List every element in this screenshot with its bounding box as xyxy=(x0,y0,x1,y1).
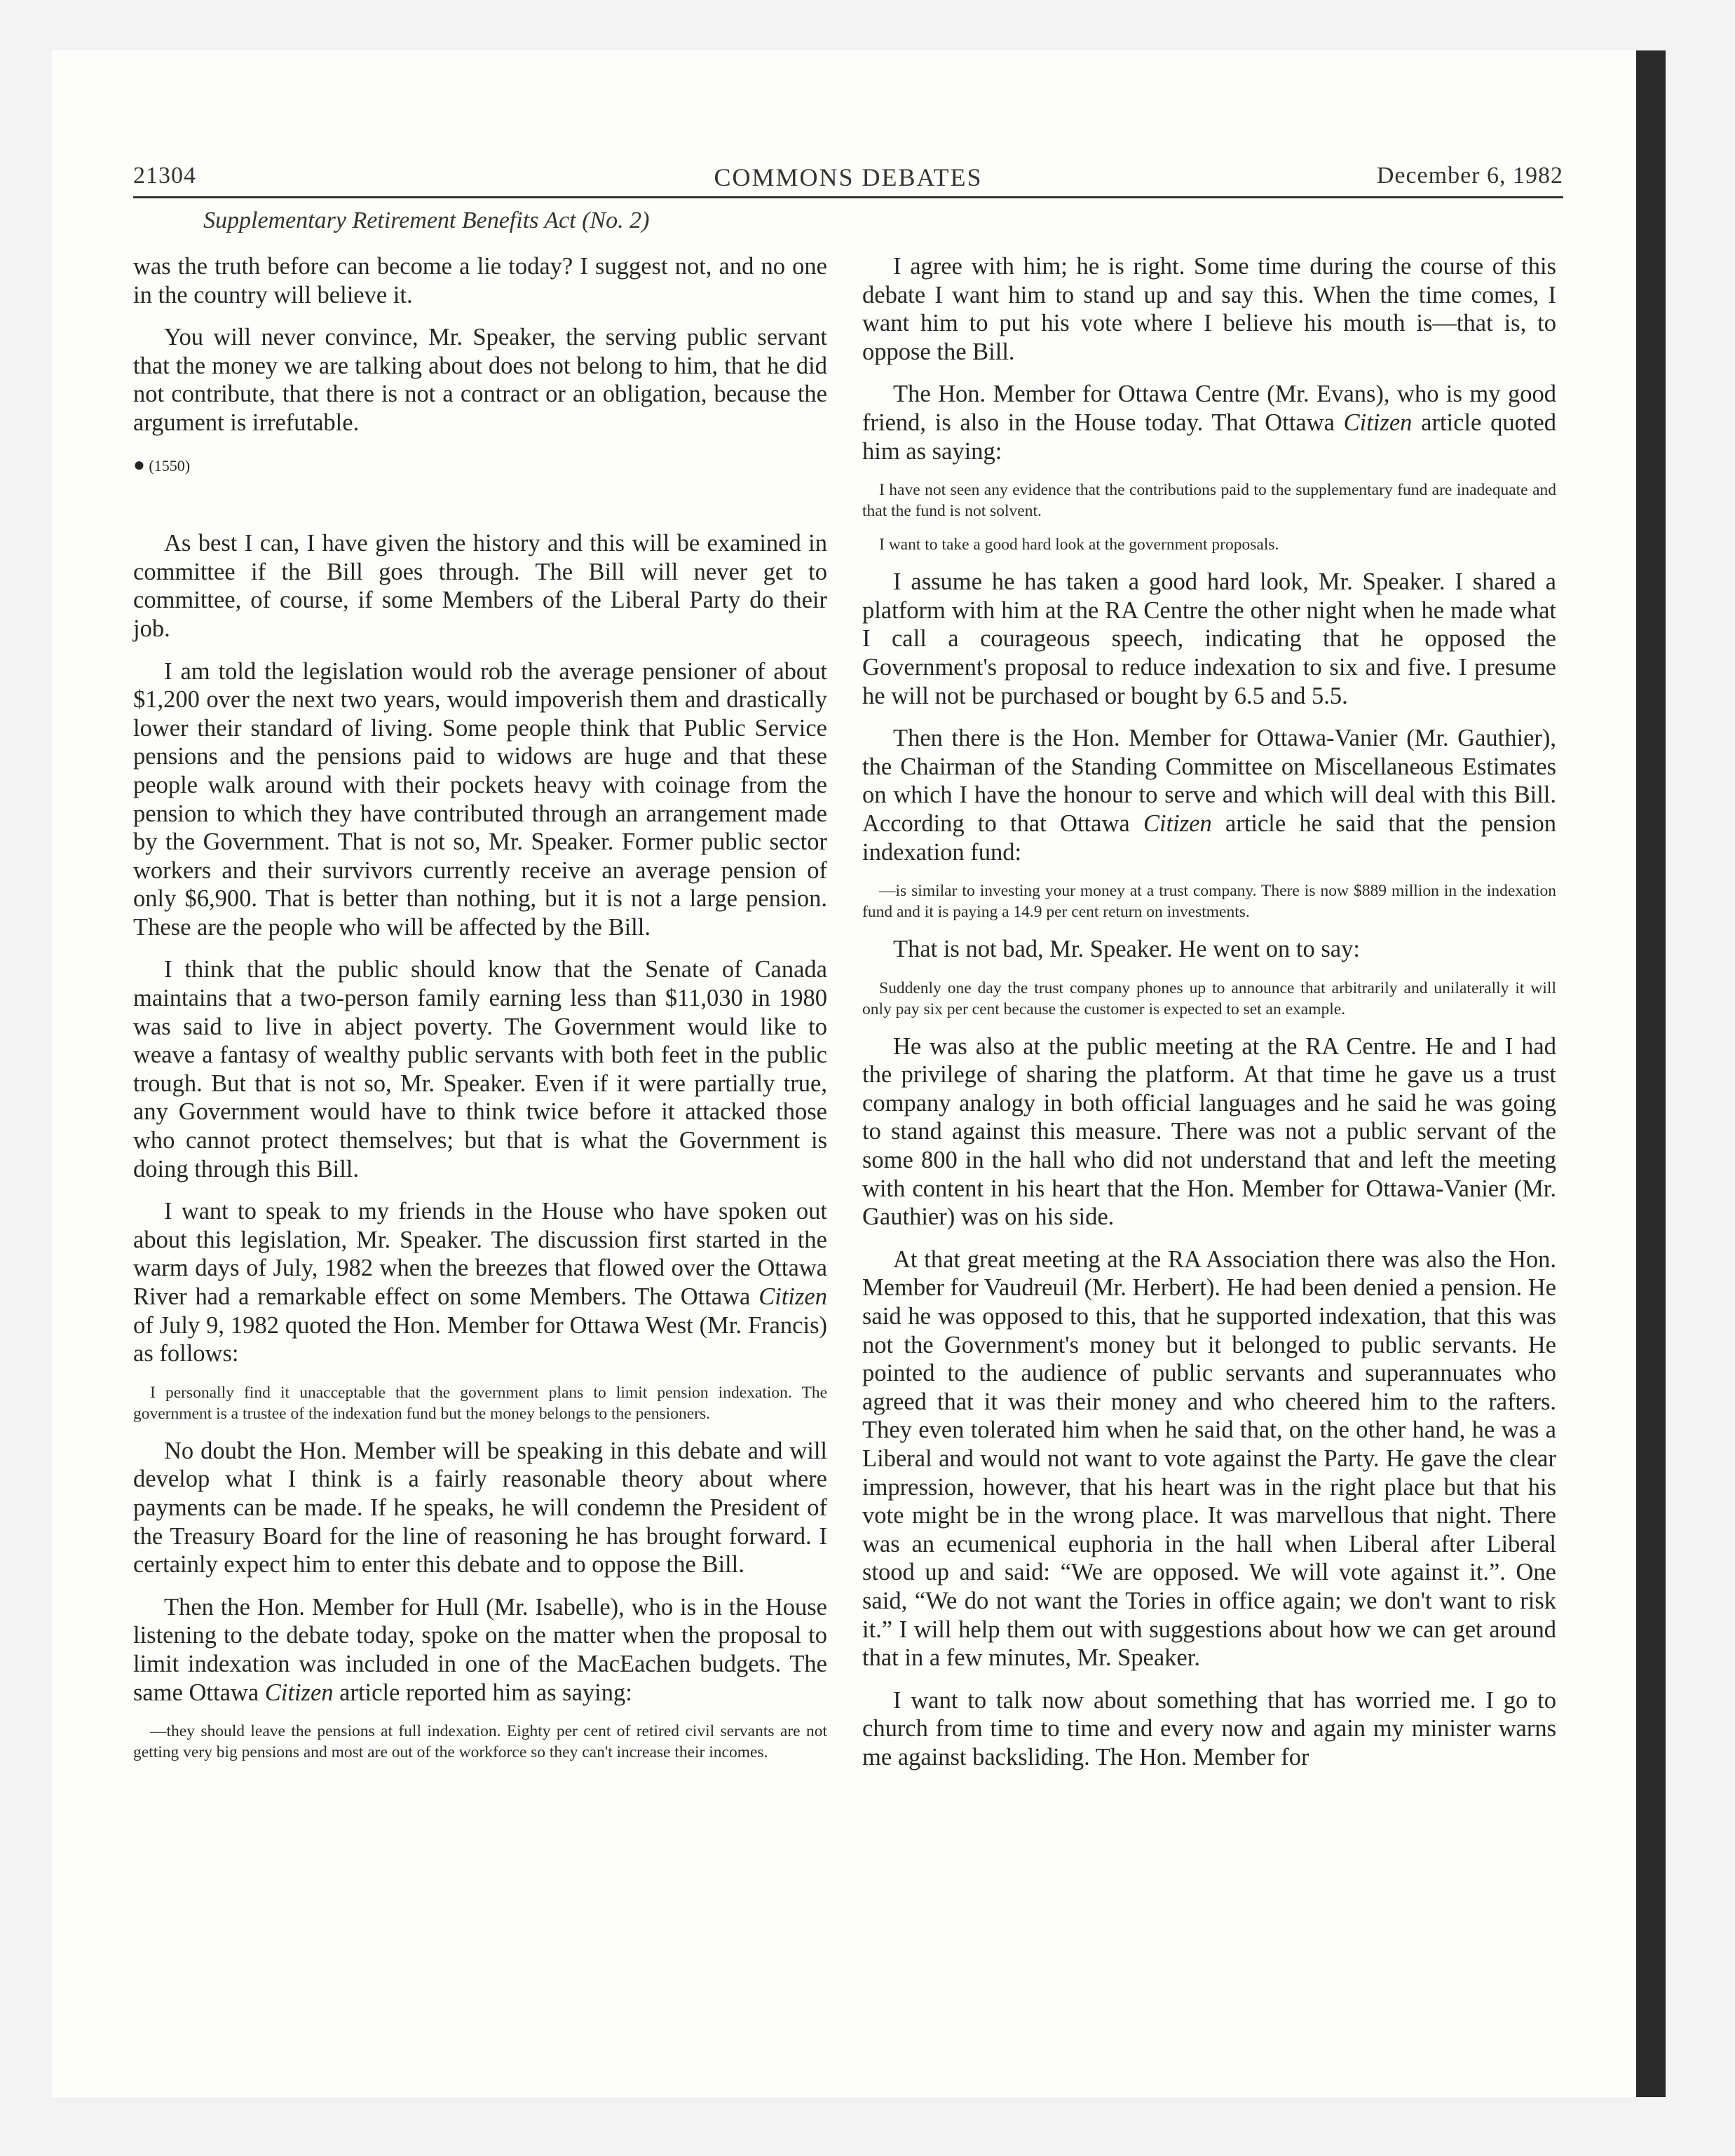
paragraph xyxy=(133,1593,827,1707)
text-run: Then there is the Hon. Member for Ottawa-Vanier (Mr. Gauthier), the Chairman of the Standing Committee on Miscellaneous Estimates on which I have the honour to serve and which will deal with this Bill. According to that Ottawa xyxy=(862,725,1556,837)
text-run: I want to speak to my friends in the House who have spoken out about this legislation, Mr. Speaker. The discussion first started in the warm days of July, 1982 when the breezes that flowed over the Ottawa River had a remarkable effect on some Members. The Ottawa xyxy=(133,1198,827,1310)
block-quote: —they should leave the pensions at full indexation. Eighty per cent of retired civil servants are not getting very big pensions and most are out of the workforce so they can't increase their incomes. xyxy=(133,1722,827,1762)
text-run: article reported him as saying: xyxy=(333,1679,632,1706)
paragraph: I am told the legislation would rob the average pensioner of about $1,200 over the next two years, would impoverish them and drastically lower their standard of living. Some people think that Public Service pensions and the pensions paid to widows are huge and that these people walk around with their pockets heavy with coinage from the pension to which they have contributed through an arrangement made by the Government. That is not so, Mr. Speaker. Former public sector workers and their survivors currently receive an average pension of only $6,900. That is better than nothing, but it is not a large pension. These are the people who will be affected by the Bill. xyxy=(133,657,827,941)
paragraph: That is not bad, Mr. Speaker. He went on to say: xyxy=(893,936,1360,963)
block-quote: I personally find it unacceptable that the government plans to limit pension indexation. The government is a trustee of the indexation fund but the money belongs to the pensioners. xyxy=(133,1383,827,1423)
paragraph xyxy=(862,724,1556,866)
paragraph: No doubt the Hon. Member will be speaking in this debate and will develop what I think is a fairly reasonable theory about where payments can be made. If he speaks, he will condemn the President of the Treasury Board for the line of reasoning he has brought forward. I certainly expect him to enter this debate and to oppose the Bill. xyxy=(133,1437,827,1578)
header-rule xyxy=(133,196,1563,198)
block-quote: —is similar to investing your money at a trust company. There is now $889 million in the indexation fund and it is paying a 14.9 per cent return on investments. xyxy=(862,882,1556,922)
paragraph: I want to talk now about something that has worried me. I go to church from time to time and every now and again my minister warns me against backsliding. The Hon. Member for xyxy=(862,1686,1556,1770)
newspaper-name: Citizen xyxy=(1143,810,1212,837)
publication-title: COMMONS DEBATES xyxy=(714,163,983,191)
block-quote: I want to take a good hard look at the government proposals. xyxy=(879,535,1279,554)
left-column xyxy=(133,252,827,1775)
paragraph: I assume he has taken a good hard look, Mr. Speaker. I shared a platform with him at the RA Centre the other night when he made what I call a courageous speech, indicating that he opposed the Government's proposal to reduce indexation to six and five. I presume he will not be purchased or bought by 6.5 and 5.5. xyxy=(862,568,1556,709)
block-quote: I have not seen any evidence that the contributions paid to the supplementary fund are inadequate and that the fund is not solvent. xyxy=(862,481,1556,521)
block-quote: Suddenly one day the trust company phones up to announce that arbitrarily and unilaterally it will only pay six per cent because the customer is expected to set an example. xyxy=(862,978,1556,1018)
running-header xyxy=(133,160,1563,196)
newspaper-name: Citizen xyxy=(1343,409,1413,436)
text-run: article he said that the pension indexation fund: xyxy=(862,810,1556,866)
time-marker-label: (1550) xyxy=(149,456,191,475)
paragraph: At that great meeting at the RA Association there was also the Hon. Member for Vaudreuil (Mr. Herbert). He had been denied a pension. He said he was opposed to this, that he supported indexation, that this was not the Government's money but it belonged to public servants. He pointed to the audience of public servants and superannuates who agreed that it was their money and who cheered him to the rafters. They even tolerated him when he said that, on the other hand, he was a Liberal and would not want to vote against the Party. He gave the clear impression, however, that his heart was in the right place but that his vote might be in the wrong place. It was marvellous that night. There was an ecumenical euphoria in the hall when Liberal after Liberal stood up and said: “We are opposed. We will vote against it.”. One said, “We do not want the Tories in office again; we don't want to risk it.” I will help them out with suggestions about how we can get around that in a few minutes, Mr. Speaker. xyxy=(862,1246,1556,1672)
text-run: The Hon. Member for Ottawa Centre (Mr. Evans), who is my good friend, is also in the House today. That Ottawa xyxy=(862,381,1556,436)
paragraph xyxy=(133,1197,827,1368)
text-run: Then the Hon. Member for Hull (Mr. Isabelle), who is in the House listening to the debate today, spoke on the matter when the proposal to limit indexation was included in one of the MacEachen budgets. The same Ottawa xyxy=(133,1593,827,1706)
paragraph: I agree with him; he is right. Some time during the course of this debate I want him to stand up and say this. When the time comes, I want him to put his vote where I believe his mouth is—that is, to oppose the Bill. xyxy=(862,253,1556,365)
paragraph: I think that the public should know that the Senate of Canada maintains that a two-person family earning less than $11,030 in 1980 was said to live in abject poverty. The Government would like to weave a fantasy of wealthy public servants with both feet in the public trough. But that is not so, Mr. Speaker. Even if it were partially true, any Government would have to think twice before it attacked those who cannot protect themselves; but that is what the Government is doing through this Bill. xyxy=(133,956,827,1182)
issue-date: December 6, 1982 xyxy=(1376,163,1563,189)
scan-edge xyxy=(1636,50,1666,2097)
newspaper-name: Citizen xyxy=(758,1283,827,1310)
newspaper-name: Citizen xyxy=(264,1679,334,1706)
time-marker xyxy=(133,451,827,481)
paragraph: He was also at the public meeting at the RA Centre. He and I had the privilege of sharing the platform. At that time he gave us a trust company analogy in both official languages and he said he was going to stand against this measure. There was not a public servant of the some 800 in the hall who did not understand that and left the meeting with content in his heart that the Hon. Member for Ottawa-Vanier (Mr. Gauthier) was on his side. xyxy=(862,1032,1556,1231)
paragraph: was the truth before can become a lie today? I suggest not, and no one in the country will believe it. xyxy=(133,253,827,308)
paragraph: As best I can, I have given the history and this will be examined in committee if the Bill goes through. The Bill will never get to committee, of course, if some Members of the Liberal Party do their job. xyxy=(133,530,827,642)
text-run: article quoted him as saying: xyxy=(862,409,1556,465)
paragraph xyxy=(862,380,1556,465)
bullet-icon: ● xyxy=(133,453,145,476)
paragraph: You will never convince, Mr. Speaker, the serving public servant that the money we are talking about does not belong to him, that he did not contribute, that there is not a contract or an obligation, because the argument is irrefutable. xyxy=(133,324,827,436)
right-column xyxy=(862,252,1556,1786)
section-subtitle: Supplementary Retirement Benefits Act (No. 2) xyxy=(203,207,650,233)
page-number: 21304 xyxy=(133,163,196,189)
text-run: of July 9, 1982 quoted the Hon. Member for Ottawa West (Mr. Francis) as follows: xyxy=(133,1311,827,1367)
